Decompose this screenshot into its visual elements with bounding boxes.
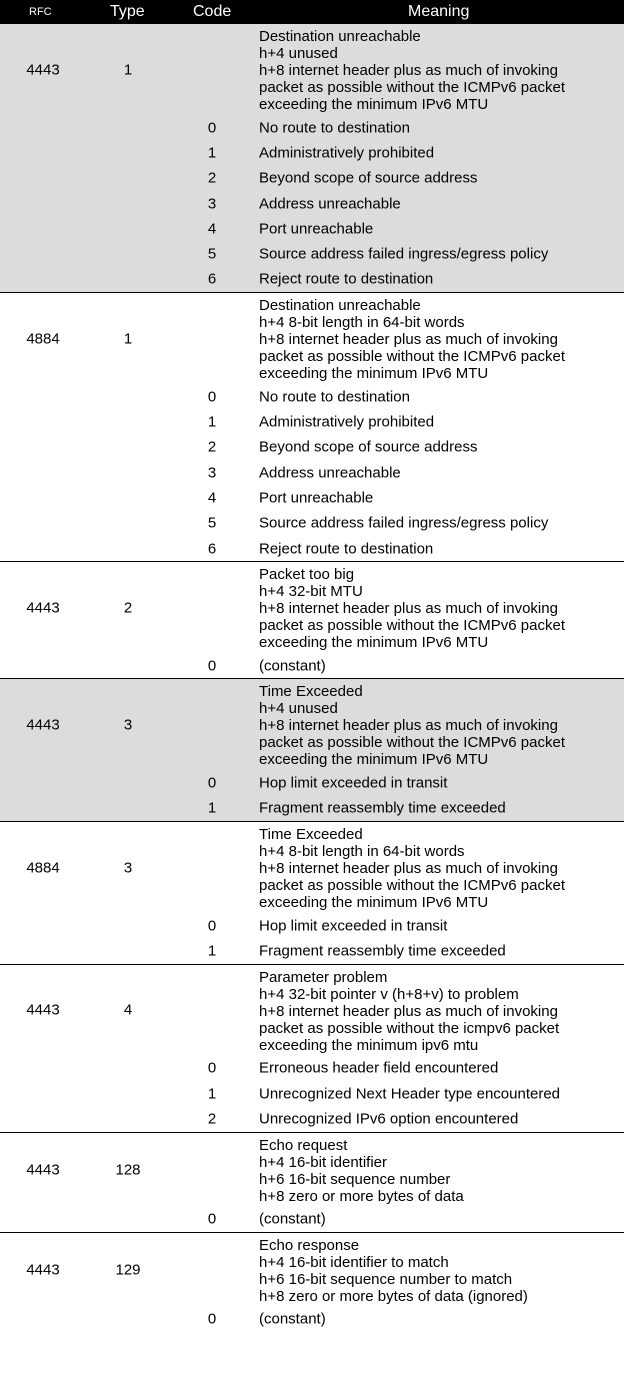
code-row [0,216,624,241]
header-rfc: RFC [29,6,52,18]
code-value: 4 [207,220,217,238]
code-row [0,166,624,191]
code-row [0,796,624,821]
code-meaning: Administratively prohibited [259,413,435,431]
description-line: h+8 internet header plus as much of invoking [259,331,558,349]
code-value: 2 [207,1110,217,1128]
code-meaning: Hop limit exceeded in transit [259,774,448,792]
code-meaning: Administratively prohibited [259,144,435,162]
description-line: h+4 32-bit pointer v (h+8+v) to problem [259,985,519,1003]
description-line: h+8 internet header plus as much of invoking [259,860,558,878]
description-line: packet as possible without the ICMPv6 packet [259,348,565,366]
code-meaning: (constant) [259,657,326,675]
description-line: h+4 16-bit identifier to match [259,1253,449,1271]
code-row [0,191,624,216]
description-line: packet as possible without the ICMPv6 packet [259,617,565,635]
rfc-number: 4443 [26,716,60,734]
description-line: Packet too big [259,566,355,584]
description-line: Destination unreachable [259,297,421,315]
code-meaning: Erroneous header field encountered [259,1059,499,1077]
description-line: h+4 8-bit length in 64-bit words [259,314,465,332]
code-value: 2 [207,169,217,187]
type-description [259,1233,624,1307]
table-row-group [0,562,624,679]
code-row [0,435,624,460]
code-meaning: Reject route to destination [259,270,434,288]
code-row [0,1307,624,1332]
message-type-row [0,1233,624,1307]
icmp-type: 128 [115,1161,141,1179]
message-type-row [0,822,624,913]
code-meaning: Reject route to destination [259,540,434,557]
code-meaning: Beyond scope of source address [259,438,478,456]
message-type-row [0,24,624,115]
code-value: 6 [207,270,217,288]
description-line: packet as possible without the ICMPv6 packet [259,877,565,895]
code-value: 0 [207,119,217,137]
description-line: Time Exceeded [259,826,363,844]
code-meaning: Port unreachable [259,220,374,238]
code-meaning: Source address failed ingress/egress policy [259,245,549,263]
type-description [259,24,624,115]
code-value: 0 [207,1059,217,1077]
description-line: h+4 32-bit MTU [259,583,363,601]
code-meaning: Port unreachable [259,489,374,507]
table-body [0,24,624,1332]
code-row [0,267,624,292]
table-row-group [0,1233,624,1332]
code-row [0,1056,624,1081]
icmp-type: 1 [123,61,133,78]
code-row [0,115,624,140]
code-value: 0 [207,388,217,406]
type-description [259,822,624,913]
table-row-group [0,965,624,1133]
description-line: h+8 internet header plus as much of invoking [259,62,558,79]
type-description [259,562,624,653]
code-meaning: Beyond scope of source address [259,169,478,187]
code-row [0,653,624,678]
description-line: exceeding the minimum IPv6 MTU [259,365,489,383]
icmp-type: 129 [115,1261,141,1279]
description-line: h+8 internet header plus as much of invoking [259,600,558,618]
message-type-row [0,1133,624,1207]
description-line: exceeding the minimum IPv6 MTU [259,96,489,113]
description-line: h+4 8-bit length in 64-bit words [259,843,465,861]
description-line: h+8 zero or more bytes of data [259,1187,464,1205]
code-value: 1 [207,413,217,431]
table-row-group [0,24,624,293]
code-value: 6 [207,540,217,557]
code-row [0,140,624,165]
description-line: packet as possible without the ICMPv6 packet [259,734,565,752]
code-row [0,536,624,561]
description-line: h+6 16-bit sequence number [259,1170,451,1188]
description-line: packet as possible without the icmpv6 packet [259,1019,560,1037]
code-meaning: No route to destination [259,119,410,137]
description-line: Parameter problem [259,968,388,986]
code-meaning: Fragment reassembly time exceeded [259,799,506,817]
code-value: 5 [207,245,217,263]
type-description [259,679,624,770]
table-row-group [0,822,624,965]
code-value: 4 [207,489,217,507]
table-row-group [0,293,624,562]
code-row [0,460,624,485]
code-row [0,241,624,266]
code-meaning: Source address failed ingress/egress policy [259,514,549,532]
rfc-number: 4443 [26,1001,60,1019]
icmp-type: 3 [123,859,133,877]
header-meaning: Meaning [408,3,470,20]
type-description [259,965,624,1056]
description-line: h+4 unused [259,45,338,62]
rfc-number: 4884 [26,330,60,348]
description-line: Echo request [259,1136,348,1154]
description-line: h+4 unused [259,700,338,718]
description-line: Time Exceeded [259,683,363,701]
code-value: 1 [207,144,217,162]
icmp-type: 4 [123,1001,133,1019]
table-row-group [0,679,624,822]
icmp-type: 3 [123,716,133,734]
rfc-number: 4443 [26,599,60,617]
code-value: 0 [207,657,217,675]
code-value: 2 [207,438,217,456]
code-row [0,938,624,963]
header-code: Code [193,3,232,20]
code-meaning: Unrecognized IPv6 option encountered [259,1110,519,1128]
description-line: packet as possible without the ICMPv6 packet [259,79,565,96]
type-description [259,1133,624,1207]
icmp-type: 2 [123,599,133,617]
code-meaning: Address unreachable [259,464,401,482]
description-line: Echo response [259,1236,360,1254]
code-value: 0 [207,917,217,935]
table-row-group [0,1133,624,1233]
description-line: h+4 16-bit identifier [259,1153,387,1171]
code-row [0,770,624,795]
rfc-number: 4884 [26,859,60,877]
rfc-number: 4443 [26,1161,60,1179]
description-line: exceeding the minimum ipv6 mtu [259,1036,479,1054]
code-row [0,511,624,536]
type-description [259,293,624,384]
code-value: 1 [207,799,217,817]
message-type-row [0,965,624,1056]
code-meaning: Address unreachable [259,195,401,213]
message-type-row [0,679,624,770]
description-line: exceeding the minimum IPv6 MTU [259,634,489,652]
code-value: 1 [207,1085,217,1103]
code-row [0,384,624,409]
description-line: Destination unreachable [259,28,421,45]
code-meaning: Unrecognized Next Header type encountered [259,1085,561,1103]
code-value: 3 [207,464,217,482]
code-row [0,485,624,510]
code-value: 3 [207,195,217,213]
description-line: exceeding the minimum IPv6 MTU [259,751,489,769]
description-line: h+8 internet header plus as much of invoking [259,717,558,735]
rfc-number: 4443 [26,1261,60,1279]
code-meaning: No route to destination [259,388,410,406]
code-meaning: (constant) [259,1210,326,1228]
header-type: Type [110,3,145,20]
table-header [0,0,624,24]
code-meaning: Fragment reassembly time exceeded [259,942,506,960]
code-value: 1 [207,942,217,960]
code-value: 0 [207,774,217,792]
code-value: 0 [207,1210,217,1228]
code-row [0,1207,624,1232]
message-type-row [0,562,624,653]
icmp-type: 1 [123,330,133,348]
message-type-row [0,293,624,384]
code-row [0,409,624,434]
description-line: h+8 zero or more bytes of data (ignored) [259,1287,528,1305]
code-row [0,1106,624,1131]
rfc-number: 4443 [26,61,60,78]
code-value: 5 [207,514,217,532]
description-line: h+6 16-bit sequence number to match [259,1270,513,1288]
code-value: 0 [207,1310,217,1328]
code-row [0,1081,624,1106]
code-meaning: (constant) [259,1310,326,1328]
description-line: exceeding the minimum IPv6 MTU [259,894,489,912]
description-line: h+8 internet header plus as much of invoking [259,1002,558,1020]
code-row [0,913,624,938]
code-meaning: Hop limit exceeded in transit [259,917,448,935]
